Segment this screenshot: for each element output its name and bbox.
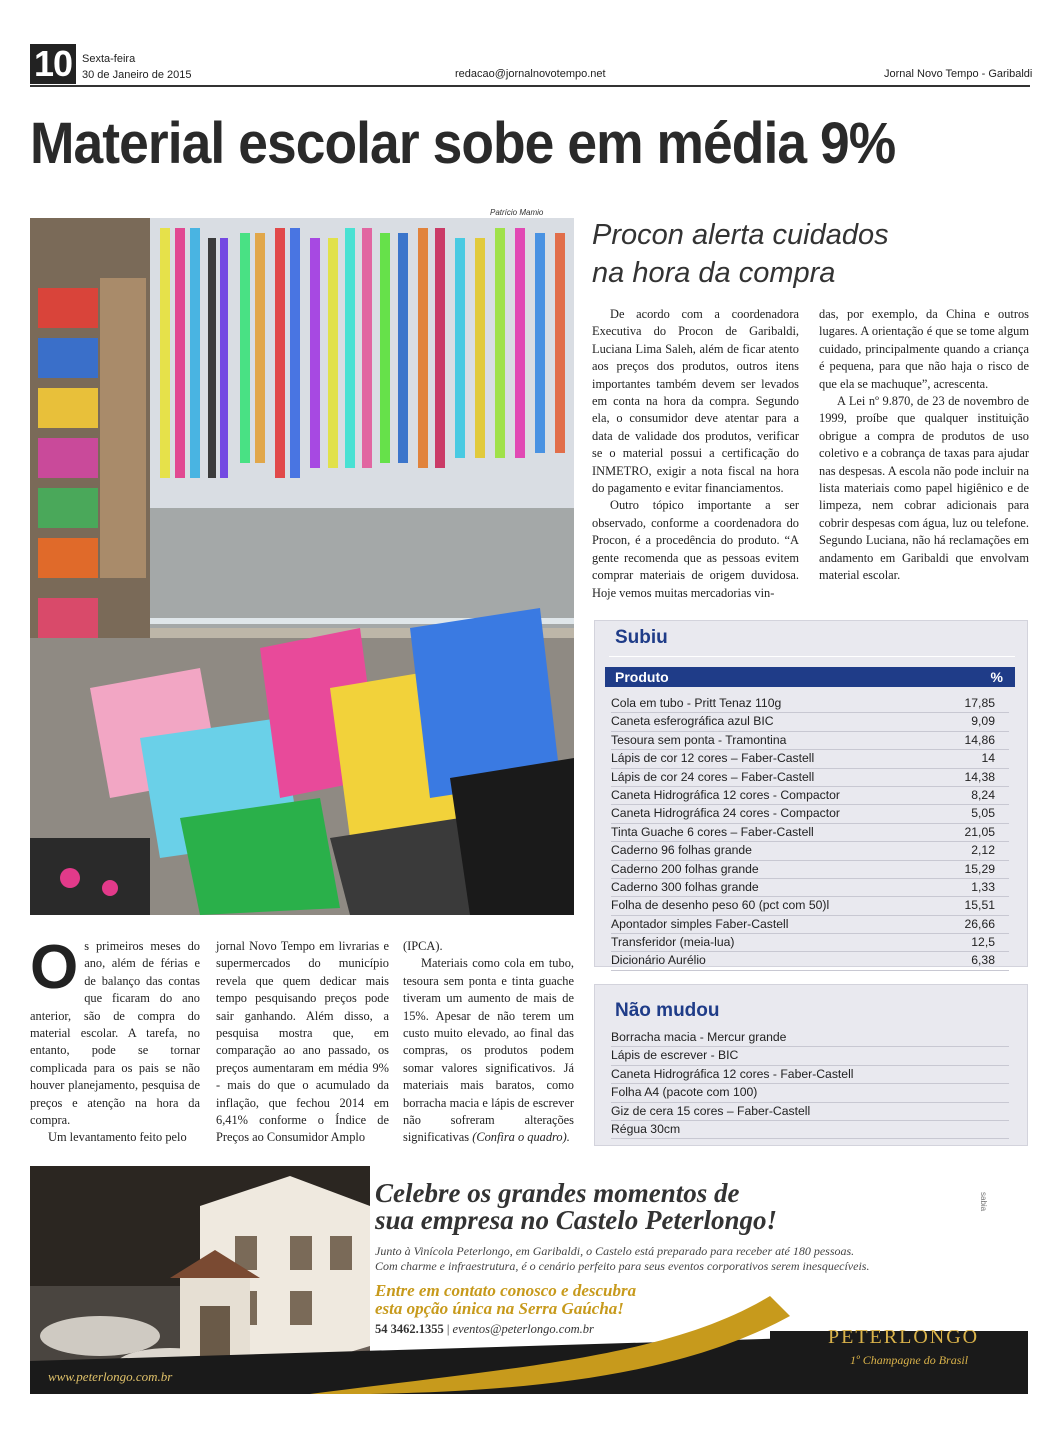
table-row	[611, 787, 1009, 805]
price-increase-box	[594, 620, 1028, 967]
list-item: Lápis de escrever - BIC	[611, 1047, 1009, 1065]
product-name: Caderno 200 folhas grande	[611, 861, 759, 876]
box-title: Subiu	[615, 627, 668, 648]
list-item: Folha A4 (pacote com 100)	[611, 1084, 1009, 1102]
table-row	[611, 934, 1009, 952]
ad-description-line-2: Com charme e infraestrutura, é o cenário perfeito para seus eventos corporativos serem inesquecíveis.	[375, 1259, 870, 1273]
ad-headline-line-2: sua empresa no Castelo Peterlongo!	[375, 1205, 778, 1235]
percent-value: 9,09	[971, 714, 995, 729]
article-column-bottom-2	[216, 938, 389, 1147]
percent-value: 15,29	[964, 861, 995, 876]
ad-description-line-1: Junto à Vinícola Peterlongo, em Garibaldi, o Castelo está preparado para receber até 180 pessoas.	[375, 1244, 855, 1258]
product-name: Caderno 300 folhas grande	[611, 879, 759, 894]
newsroom-email[interactable]: redacao@jornalnovotempo.net	[455, 68, 606, 80]
percent-value: 2,12	[971, 843, 995, 858]
percent-value: 14,38	[964, 769, 995, 784]
list-item: Borracha macia - Mercur grande	[611, 1029, 1009, 1047]
table-row	[611, 695, 1009, 713]
percent-value: 6,38	[971, 953, 995, 968]
table-header	[605, 667, 1015, 687]
percent-value: 17,85	[964, 696, 995, 710]
list-item: Giz de cera 15 cores – Faber-Castell	[611, 1103, 1009, 1121]
percent-value: 15,51	[964, 898, 995, 913]
article-column-bottom-1	[30, 933, 200, 1147]
product-name: Lápis de cor 12 cores – Faber-Castell	[611, 751, 815, 766]
paragraph: Outro tópico importante a ser observado, conforme a coordenadora do Procon, é a procedência do produto. “A gente recomenda que as pessoas evitem comprar materiais de origem duvidosa. Hoje vemos muitas mercadorias vin-	[592, 498, 799, 600]
product-name: Transferidor (meia-lua)	[611, 935, 735, 950]
article-column-right-2	[819, 306, 1029, 585]
agency-mark: sabia	[979, 1192, 988, 1212]
table-row	[611, 824, 1009, 842]
subhead-line-2: na hora da compra	[592, 257, 836, 289]
percent-value: 1,33	[971, 879, 995, 894]
paragraph: das, por exemplo, da China e outros lugares. A orientação é que se tome algum cuidado, principalmente quando a criança é pequena, para que não haja o risco de que ela se machuque”, acrescenta.	[819, 307, 1029, 391]
table-row	[611, 750, 1009, 768]
product-name: Cola em tubo - Pritt Tenaz 110g	[611, 696, 782, 710]
box-title: Não mudou	[615, 1000, 720, 1021]
list-body	[611, 1029, 1009, 1139]
stationery-store-photo	[30, 218, 574, 915]
weekday: Sexta-feira	[82, 53, 136, 65]
table-row	[611, 916, 1009, 934]
product-name: Apontador simples Faber-Castell	[611, 916, 789, 931]
article-column-right-1	[592, 306, 799, 602]
dropcap: O	[30, 933, 79, 1002]
paragraph-text: s primeiros meses do ano, além de férias e de balanço das contas que ficaram do ano anterior, são de compra do material escolar. A tarefa, no entanto, pode se tornar complicada para os pais se não houver planejamento, pesquisa de preços e atenção na hora da compra.	[30, 939, 200, 1128]
article-column-bottom-3	[403, 938, 574, 1147]
table-row	[611, 842, 1009, 860]
issue-date: 30 de Janeiro de 2015	[82, 69, 192, 81]
table-row	[611, 713, 1009, 731]
paragraph	[30, 933, 200, 1129]
ad-description	[375, 1244, 869, 1274]
list-item: Régua 30cm	[611, 1121, 1009, 1139]
column-header-percent: %	[990, 669, 1003, 685]
box-reference: (Confira o quadro).	[472, 1130, 570, 1145]
table-row	[611, 805, 1009, 823]
table-body	[611, 695, 1009, 971]
photo-credit: Patrício Mamio	[490, 208, 544, 217]
subhead-line-1: Procon alerta cuidados	[592, 219, 889, 251]
peterlongo-advertisement[interactable]	[30, 1166, 1028, 1394]
ad-cta-line-1: Entre em contato conosco e descubra	[375, 1281, 637, 1300]
paragraph: De acordo com a coordenadora Executiva do Procon de Garibaldi, Luciana Lima Saleh, além de ficar atento aos preços dos produtos, outros itens importantes também devem ser levados em conta na hora da compra. Segundo ela, o consumidor deve atentar para a data de validade dos produtos, verificar se o material possui a certificação do INMETRO, exigir a nota fiscal na hora do pagamento e evitar financiamentos.	[592, 307, 799, 496]
paragraph: (IPCA).	[403, 939, 443, 953]
page-number: 10	[30, 44, 76, 84]
percent-value: 12,5	[971, 935, 995, 950]
article-subhead	[592, 216, 889, 292]
product-name: Dicionário Aurélio	[611, 953, 706, 968]
product-name: Tesoura sem ponta - Tramontina	[611, 732, 787, 747]
peterlongo-tagline: 1º Champagne do Brasil	[850, 1353, 969, 1367]
table-row	[611, 879, 1009, 897]
paragraph	[403, 955, 574, 1146]
peterlongo-logo: PETERLONGO	[828, 1326, 980, 1348]
ad-phone[interactable]: 54 3462.1355	[375, 1322, 444, 1336]
ad-call-to-action	[375, 1282, 636, 1318]
product-name: Caderno 96 folhas grande	[611, 843, 752, 858]
paragraph-text: Materiais como cola em tubo, tesoura sem ponta e tinta guache tiveram um aumento de mais de 15%. Apesar de não terem um custo muito elevado, ao final das compras, os produtos podem somar valores significativos. Já materiais mais baratos, como borracha macia e lápis de escrever não sofreram alterações significativas	[403, 956, 574, 1145]
ad-contact	[375, 1322, 594, 1337]
newspaper-name: Jornal Novo Tempo - Garibaldi	[884, 68, 1033, 80]
ad-headline	[375, 1180, 777, 1234]
paragraph: jornal Novo Tempo em livrarias e supermercados do município revela que quem dedicar mais tempo pesquisando preços pode sair ganhando. Além disso, a pesquisa mostra que, em comparação ao ano passado, os preços aumentaram em média 9% - mais do que o acumulado da inflação, que fechou 2014 em 6,41% conforme o Índice de Preços ao Consumidor Amplo	[216, 939, 389, 1145]
divider	[609, 656, 1015, 657]
ad-cta-line-2: esta opção única na Serra Gaúcha!	[375, 1299, 624, 1318]
product-name: Caneta Hidrográfica 12 cores - Compactor	[611, 787, 840, 802]
percent-value: 14,86	[964, 732, 995, 747]
percent-value: 14	[981, 751, 995, 766]
product-name: Caneta Hidrográfica 24 cores - Compactor	[611, 806, 840, 821]
percent-value: 5,05	[971, 806, 995, 821]
article-headline: Material escolar sobe em média 9%	[30, 111, 896, 176]
percent-value: 8,24	[971, 787, 995, 802]
header-rule	[30, 85, 1030, 87]
table-row	[611, 952, 1009, 970]
ad-headline-line-1: Celebre os grandes momentos de	[375, 1178, 740, 1208]
ad-website-link[interactable]: www.peterlongo.com.br	[48, 1369, 173, 1384]
paragraph: A Lei nº 9.870, de 23 de novembro de 1999, proíbe que qualquer instituição obrigue a compra de produtos de uso coletivo e a cobrança de taxas para ajudar nas despesas. A escola não pode incluir na lista materiais como papel higiênico e de limpeza, nem cobrar adicionais para cobrir despesas com água, luz ou telefone. Segundo Luciana, não há reclamações em andamento em Garibaldi que envolvam material escolar.	[819, 394, 1029, 583]
product-name: Lápis de cor 24 cores – Faber-Castell	[611, 769, 815, 784]
column-header-product: Produto	[615, 669, 669, 685]
percent-value: 21,05	[964, 824, 995, 839]
percent-value: 26,66	[964, 916, 995, 931]
ad-separator: |	[446, 1322, 450, 1336]
table-row	[611, 732, 1009, 750]
product-name: Caneta esferográfica azul BIC	[611, 714, 774, 729]
list-item: Caneta Hidrográfica 12 cores - Faber-Castell	[611, 1066, 1009, 1084]
paragraph: Um levantamento feito pelo	[48, 1130, 187, 1145]
product-name: Tinta Guache 6 cores – Faber-Castell	[611, 824, 814, 839]
no-change-box	[594, 984, 1028, 1146]
product-name: Folha de desenho peso 60 (pct com 50)l	[611, 898, 830, 913]
table-row	[611, 897, 1009, 915]
table-row	[611, 769, 1009, 787]
ad-email[interactable]: eventos@peterlongo.com.br	[452, 1322, 594, 1336]
article-photo	[30, 218, 574, 915]
table-row	[611, 861, 1009, 879]
